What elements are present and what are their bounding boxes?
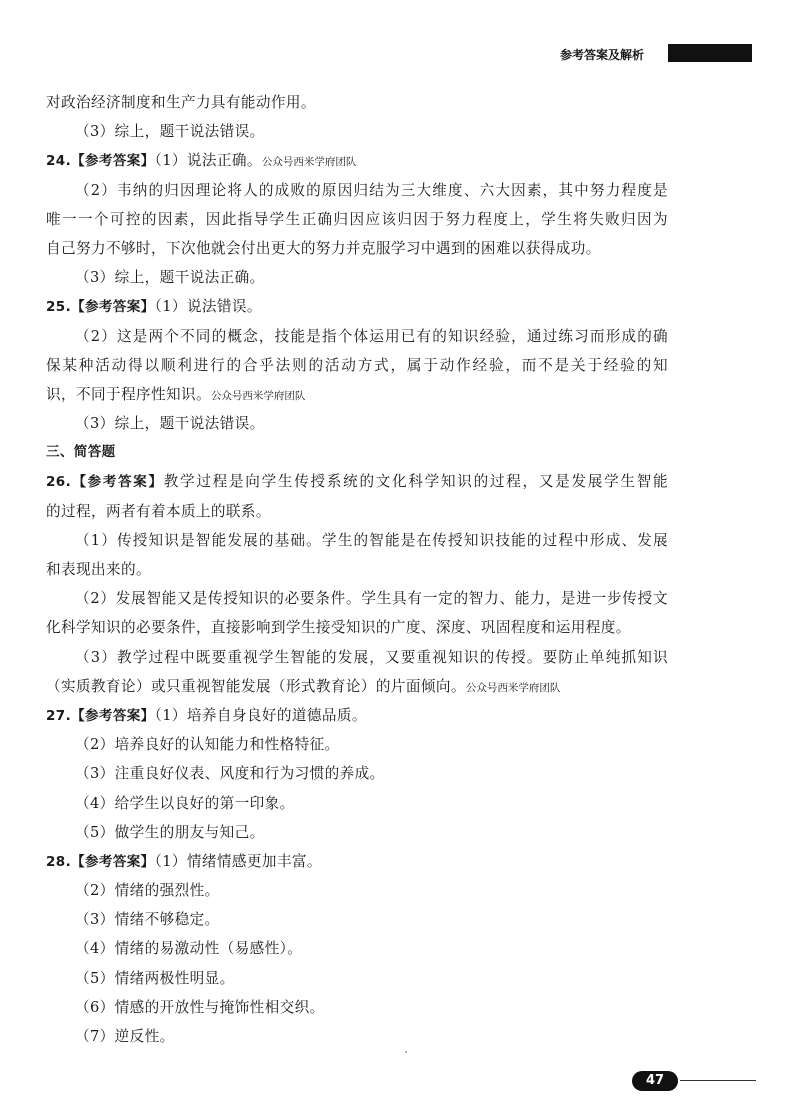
question-27-line	[46, 701, 668, 730]
answer-text: （1）情绪情感更加丰富。	[154, 852, 322, 870]
text-line: 的过程，两者有着本质上的联系。	[46, 502, 271, 520]
text-line: （2）这是两个不同的概念，技能是指个体运用已有的知识经验，通过练习而形成的确	[75, 327, 668, 345]
answer-key-label: 【参考答案】	[71, 853, 155, 870]
question-number: 28.	[46, 853, 72, 870]
answer-text: （1）培养自身良好的道德品质。	[154, 706, 367, 724]
running-header-title: 参考答案及解析	[560, 48, 645, 62]
question-number: 25.	[46, 299, 72, 316]
question-number: 24.	[46, 153, 72, 170]
text-line: （2）情绪的强烈性。	[75, 882, 220, 900]
question-number: 27.	[46, 707, 72, 724]
page-number-badge: 47	[632, 1071, 678, 1091]
watermark-text: 公众号西米学府团队	[465, 681, 561, 694]
answer-content	[46, 88, 668, 1051]
question-24-line	[46, 146, 668, 175]
answer-key-label: 【参考答案】	[71, 153, 155, 170]
text-line: （2）韦纳的归因理论将人的成败的原因归结为三大维度、六大因素，其中努力程度是	[75, 181, 668, 199]
text-line: （7）逆反性。	[75, 1028, 175, 1045]
answer-key-label: 【参考答案】	[71, 474, 164, 491]
answer-text: （1）说法正确。	[154, 152, 262, 170]
question-25-line	[46, 292, 668, 321]
text-line: 唯一一个可控的因素，因此指导学生正确归因应该归因于努力程度上，学生将失败归因为	[46, 210, 668, 228]
answer-text: （实质教育论）或只重视智能发展（形式教育论）的片面倾向。	[46, 677, 466, 695]
section-heading: 三、简答题	[46, 444, 116, 461]
text-line: （5）情绪两极性明显。	[75, 969, 235, 987]
text-line: （2）培养良好的认知能力和性格特征。	[75, 736, 340, 754]
text-line: （3）综上，题干说法错误。	[75, 415, 265, 433]
answer-key-label: 【参考答案】	[71, 299, 155, 316]
footer-rule	[680, 1080, 756, 1081]
header-black-bar	[668, 44, 752, 62]
text-line: （3）情绪不够稳定。	[75, 911, 220, 929]
question-number: 26.	[46, 474, 72, 491]
scan-speck	[405, 1051, 407, 1053]
answer-text: 识，不同于程序性知识。	[46, 385, 211, 403]
text-line: （4）给学生以良好的第一印象。	[75, 794, 295, 812]
text-line	[46, 672, 668, 701]
answer-text: （1）说法错误。	[154, 298, 262, 316]
text-line: （3）综上，题干说法错误。	[75, 123, 265, 141]
text-line	[46, 380, 668, 409]
text-line: （3）注重良好仪表、风度和行为习惯的养成。	[75, 765, 385, 783]
text-line: 自己努力不够时，下次他就会付出更大的努力并克服学习中遇到的困难以获得成功。	[46, 239, 601, 257]
text-line: 保某种活动得以顺利进行的合乎法则的活动方式，属于动作经验，而不是关于经验的知	[46, 356, 668, 374]
answer-text: 教学过程是向学生传授系统的文化科学知识的过程，又是发展学生智能	[163, 473, 668, 491]
text-line: （2）发展智能又是传授知识的必要条件。学生具有一定的智力、能力，是进一步传授文	[75, 590, 668, 608]
text-line: （3）教学过程中既要重视学生智能的发展，又要重视知识的传授。要防止单纯抓知识	[75, 648, 668, 666]
text-line: （5）做学生的朋友与知己。	[75, 823, 265, 841]
text-line: （3）综上，题干说法正确。	[75, 269, 265, 287]
text-line: （6）情感的开放性与掩饰性相交织。	[75, 998, 325, 1016]
text-line: 化科学知识的必要条件，直接影响到学生接受知识的广度、深度、巩固程度和运用程度。	[46, 619, 631, 637]
question-28-line	[46, 847, 668, 876]
text-line: （1）传授知识是智能发展的基础。学生的智能是在传授知识技能的过程中形成、发展	[75, 531, 668, 549]
answer-key-label: 【参考答案】	[71, 707, 155, 724]
watermark-text: 公众号西米学府团队	[261, 156, 357, 169]
question-26-line	[46, 467, 668, 496]
text-line: 对政治经济制度和生产力具有能动作用。	[46, 94, 316, 111]
text-line: （4）情绪的易激动性（易感性）。	[75, 940, 303, 958]
watermark-text: 公众号西米学府团队	[210, 389, 306, 402]
text-line: 和表现出来的。	[46, 561, 151, 578]
